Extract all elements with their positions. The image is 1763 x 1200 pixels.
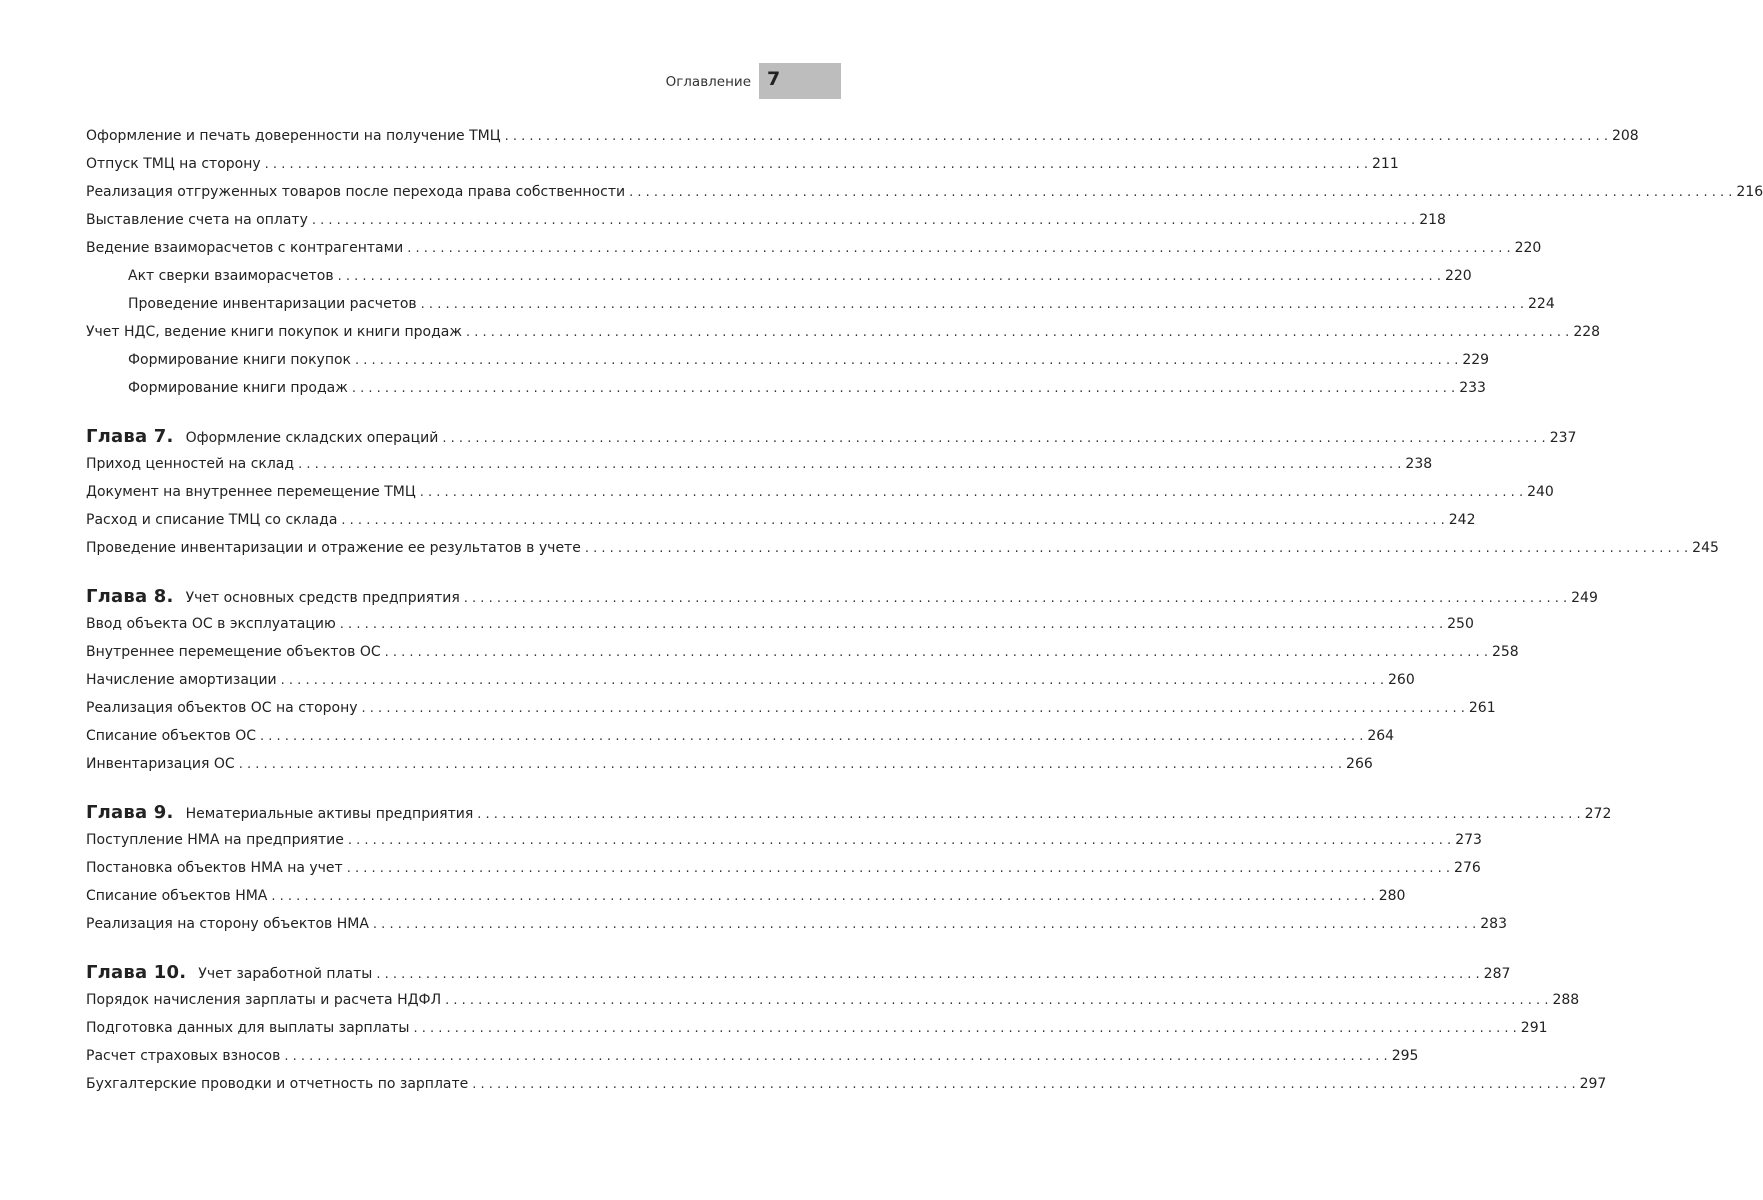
toc-entry-label [86,456,294,472]
toc-entry-row [86,212,1446,234]
toc-entry-label [86,184,625,200]
toc-chapter-number: Глава 8. [86,586,174,607]
toc-page-number: 233 [1459,380,1486,396]
toc-leader-dots [420,485,1523,500]
toc-entry-label [86,324,462,340]
toc-entry-title: Расход и списание ТМЦ со склада [86,512,338,528]
toc-leader-dots [442,431,1545,446]
toc-page-number: 291 [1520,1020,1548,1036]
toc-entry-label [86,586,460,607]
toc-leader-dots [585,541,1688,556]
toc-leader-dots [355,353,1458,368]
toc-entry-label [86,756,235,772]
toc-entry-title: Формирование книги покупок [128,352,352,368]
toc-page-number: 280 [1378,888,1406,904]
toc-chapter-row [86,802,1612,824]
toc-entry-label [86,240,403,256]
toc-entry-row [86,728,1395,750]
toc-entry-label [86,992,441,1008]
toc-entry-row [86,700,1496,722]
toc-leader-dots [385,645,1488,660]
toc-page-number: 242 [1448,512,1476,528]
toc-entry-label [86,1076,468,1092]
toc-page-number: 261 [1468,700,1496,716]
toc-leader-dots [260,729,1363,744]
toc-entry-title: Учет заработной платы [198,966,373,982]
toc-entry-title: Оформление и печать доверенности на получение ТМЦ [86,128,501,144]
toc-entry-label [128,268,334,284]
toc-entry-row [86,1020,1548,1042]
toc-entry-label [86,802,473,823]
toc-page-number: 216 [1736,184,1763,200]
toc-entry-label [86,672,277,688]
toc-entry-title: Реализация объектов ОС на сторону [86,700,358,716]
toc-page-number: 238 [1405,456,1433,472]
toc-page-number: 258 [1491,644,1519,660]
toc-page-number: 288 [1552,992,1580,1008]
toc-chapter-row [86,426,1577,448]
toc-leader-dots [281,673,1384,688]
toc-page-number: 229 [1462,352,1490,368]
toc-leader-dots [239,757,1342,772]
toc-chapter-row [86,586,1598,608]
toc-entry-title: Оформление складских операций [185,430,439,446]
toc-entry-label [128,352,351,368]
toc-leader-dots [445,993,1548,1008]
toc-entry-label [86,728,256,744]
toc-entry-row [86,616,1474,638]
toc-entry-title: Расчет страховых взносов [86,1048,281,1064]
toc-leader-dots [373,917,1476,932]
toc-entry-title: Документ на внутреннее перемещение ТМЦ [86,484,416,500]
toc-entry-row [86,916,1507,938]
toc-entry-label [86,832,344,848]
toc-chapter-number: Глава 10. [86,962,187,983]
toc-entry-row [86,860,1481,882]
toc-entry-title: Выставление счета на оплату [86,212,308,228]
toc-page-number: 249 [1571,590,1598,606]
page-number-tab [759,63,841,99]
toc-entry-title: Формирование книги продаж [128,380,348,396]
toc-entry-label [86,916,369,932]
toc-entry-row [86,644,1519,666]
toc-entry-title: Проведение инвентаризации расчетов [128,296,417,312]
toc-entry-label [86,1048,280,1064]
toc-entry-row [86,512,1476,534]
toc-entry-title: Отпуск ТМЦ на сторону [86,156,261,172]
toc-entry-row [86,540,1719,562]
toc-page-number: 287 [1483,966,1511,982]
running-header-title: Оглавление [665,74,751,90]
toc-entry-row [86,456,1433,478]
toc-page-number: 228 [1573,324,1601,340]
toc-leader-dots [340,617,1443,632]
toc-entry-title: Списание объектов НМА [86,888,268,904]
toc-leader-dots [466,325,1569,340]
toc-leader-dots [338,269,1441,284]
toc-entry-label [86,962,372,983]
toc-entry-label [86,128,501,144]
toc-entry-row [86,1048,1419,1070]
toc-page-number: 297 [1579,1076,1607,1092]
toc-entry-label [86,484,416,500]
toc-page-number: 237 [1549,430,1577,446]
toc-page-number: 240 [1527,484,1554,500]
toc-page-number: 273 [1455,832,1482,848]
toc-page-number: 208 [1611,128,1639,144]
toc-page-number: 245 [1692,540,1719,556]
toc-page-number: 295 [1391,1048,1419,1064]
toc-page-number: 283 [1480,916,1507,932]
toc-entry-row [86,1076,1607,1098]
toc-entry-row [86,756,1373,778]
toc-entry-row [86,128,1639,150]
toc-leader-dots [347,861,1450,876]
toc-leader-dots [407,241,1510,256]
toc-leader-dots [472,1077,1575,1092]
toc-page-number: 250 [1447,616,1474,632]
toc-page-number: 276 [1454,860,1481,876]
page-number: 7 [767,68,781,90]
toc-entry-label [86,644,381,660]
toc-leader-dots [376,967,1479,982]
toc-entry-title: Реализация отгруженных товаров после перехода права собственности [86,184,626,200]
toc-page-number: 220 [1444,268,1472,284]
toc-leader-dots [271,889,1374,904]
toc-entry-row [86,832,1482,854]
toc-entry-row [86,484,1554,506]
toc-subentry-row [86,268,1472,290]
toc-entry-label [86,888,267,904]
toc-entry-title: Нематериальные активы предприятия [185,806,474,822]
toc-entry-label [86,426,438,447]
toc-leader-dots [362,701,1465,716]
toc-leader-dots [413,1021,1516,1036]
toc-subentry-row [86,380,1486,402]
toc-leader-dots [352,381,1455,396]
toc-page-number: 260 [1388,672,1415,688]
toc-leader-dots [505,129,1608,144]
toc-entry-label [86,616,336,632]
toc-leader-dots [265,157,1368,172]
toc-entry-label [86,156,261,172]
toc-entry-label [128,380,348,396]
toc-entry-title: Ввод объекта ОС в эксплуатацию [86,616,336,632]
toc-page-number: 264 [1367,728,1395,744]
toc-page-number: 220 [1514,240,1542,256]
toc-entry-title: Списание объектов ОС [86,728,256,744]
toc-page-number: 266 [1346,756,1373,772]
toc-leader-dots [341,513,1444,528]
toc-chapter-row [86,962,1511,984]
toc-entry-title: Бухгалтерские проводки и отчетность по зарплате [86,1076,469,1092]
toc-subentry-row [86,352,1490,374]
toc-leader-dots [421,297,1524,312]
toc-entry-label [86,1020,409,1036]
toc-leader-dots [312,213,1415,228]
toc-entry-title: Порядок начисления зарплаты и расчета НДФЛ [86,992,442,1008]
toc-entry-row [86,184,1763,206]
toc-entry-title: Учет основных средств предприятия [185,590,460,606]
toc-entry-title: Постановка объектов НМА на учет [86,860,343,876]
toc-leader-dots [284,1049,1387,1064]
toc-entry-row [86,888,1406,910]
toc-leader-dots [348,833,1451,848]
toc-leader-dots [629,185,1732,200]
toc-leader-dots [298,457,1401,472]
toc-entry-title: Реализация на сторону объектов НМА [86,916,369,932]
toc-page-number: 224 [1528,296,1555,312]
toc-page-number: 218 [1419,212,1446,228]
toc-entry-label [128,296,417,312]
toc-entry-title: Акт сверки взаиморасчетов [128,268,334,284]
toc-entry-row [86,240,1542,262]
toc-page-number: 211 [1372,156,1399,172]
toc-entry-title: Подготовка данных для выплаты зарплаты [86,1020,410,1036]
toc-entry-title: Ведение взаиморасчетов с контрагентами [86,240,404,256]
toc-entry-label [86,212,308,228]
toc-leader-dots [464,591,1567,606]
toc-entry-row [86,156,1399,178]
toc-entry-title: Поступление НМА на предприятие [86,832,344,848]
toc-entry-label [86,540,581,556]
toc-page-number: 272 [1584,806,1612,822]
toc-entry-label [86,860,343,876]
toc-entry-label [86,700,358,716]
toc-entry-title: Инвентаризация ОС [86,756,235,772]
toc-entry-row [86,992,1580,1014]
toc-entry-title: Начисление амортизации [86,672,277,688]
toc-entry-title: Проведение инвентаризации и отражение ее результатов в учете [86,540,581,556]
toc-entry-label [86,512,337,528]
toc-entry-row [86,324,1601,346]
toc-entry-title: Учет НДС, ведение книги покупок и книги продаж [86,324,462,340]
toc-chapter-number: Глава 9. [86,802,174,823]
toc-subentry-row [86,296,1555,318]
toc-entry-title: Приход ценностей на склад [86,456,295,472]
toc-entry-title: Внутреннее перемещение объектов ОС [86,644,381,660]
toc-leader-dots [477,807,1580,822]
toc-chapter-number: Глава 7. [86,426,174,447]
toc-entry-row [86,672,1415,694]
